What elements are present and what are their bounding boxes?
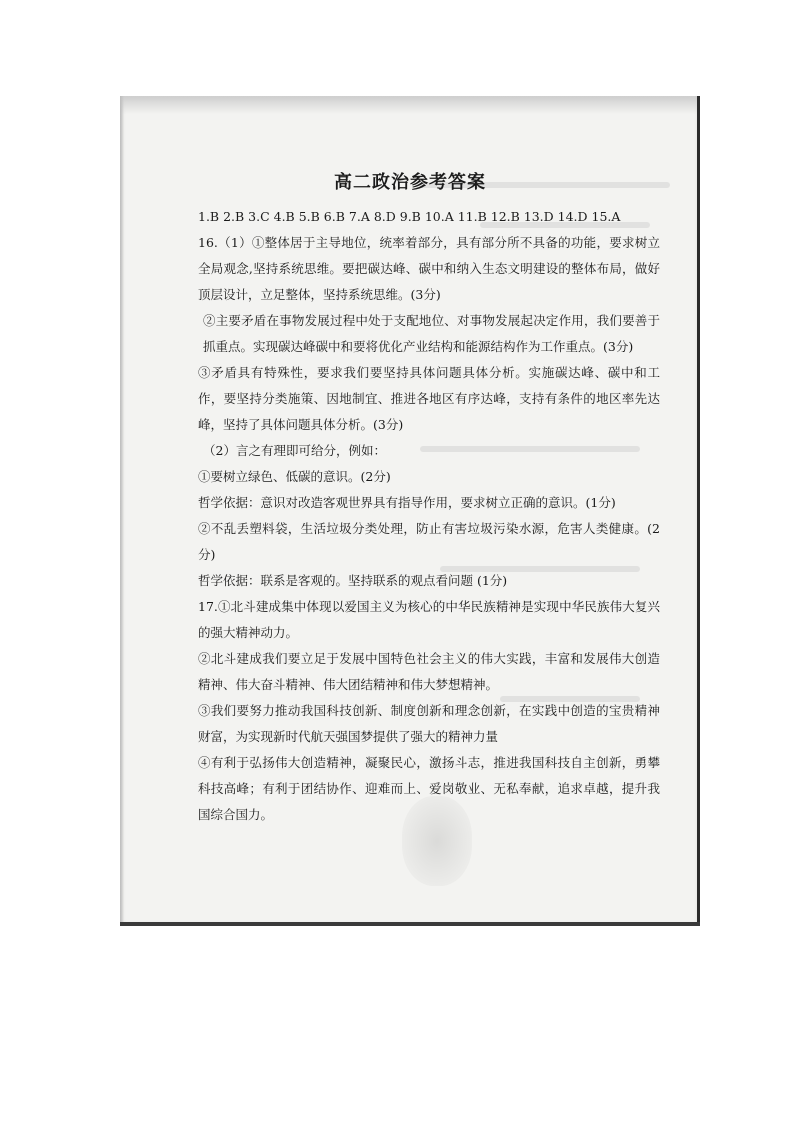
scan-bottom-edge: [120, 922, 700, 926]
scan-left-shadow: [120, 96, 124, 926]
q16-part1-point3: ③矛盾具有特殊性，要求我们要坚持具体问题具体分析。实施碳达峰、碳中和工作，要坚持分类施策、因地制宜、推进各地区有序达峰，支持有条件的地区率先达峰，坚持了具体问题具体分析。(3分): [198, 365, 660, 432]
q16-part2-point2: ②不乱丢塑料袋，生活垃圾分类处理，防止有害垃圾污染水源，危害人类健康。(2分): [198, 521, 660, 562]
q16-part1-point2: ②主要矛盾在事物发展过程中处于支配地位、对事物发展起决定作用，我们要善于抓重点。实现碳达峰碳中和要将优化产业结构和能源结构作为工作重点。(3分): [203, 313, 660, 354]
q17-point1: 17.①北斗建成集中体现以爱国主义为核心的中华民族精神是实现中华民族伟大复兴的强大精神动力。: [198, 599, 660, 640]
scanned-page: [120, 96, 700, 926]
q17-point2: ②北斗建成我们要立足于发展中国特色社会主义的伟大实践，丰富和发展伟大创造精神、伟大奋斗精神、伟大团结精神和伟大梦想精神。: [198, 651, 660, 692]
q16-part2-basis2: 哲学依据：联系是客观的。坚持联系的观点看问题 (1分): [198, 573, 508, 588]
q17-point3: ③我们要努力推动我国科技创新、制度创新和理念创新，在实践中创造的宝贵精神财富，为实现新时代航天强国梦提供了强大的精神力量: [198, 703, 660, 744]
page-title: 高二政治参考答案: [334, 172, 486, 193]
scan-right-edge: [697, 96, 700, 926]
q16-part2-intro: （2）言之有理即可给分，例如：: [203, 443, 386, 458]
q17-point4: ④有利于弘扬伟大创造精神，凝聚民心，激扬斗志，推进我国科技自主创新，勇攀科技高峰；有利于团结协作、迎难而上、爱岗敬业、无私奉献，追求卓越，提升我国综合国力。: [198, 755, 660, 822]
q16-part1-point1: 16.（1）①整体居于主导地位，统率着部分，具有部分所不具备的功能，要求树立全局观念,坚持系统思维。要把碳达峰、碳中和纳入生态文明建设的整体布局，做好顶层设计，立足整体，坚持系统思维。(3分): [198, 235, 660, 302]
choice-answers: 1.B 2.B 3.C 4.B 5.B 6.B 7.A 8.D 9.B 10.A 11.B 12.B 13.D 14.D 15.A: [198, 209, 621, 224]
scan-top-shadow: [120, 96, 700, 114]
q16-part2-basis1: 哲学依据：意识对改造客观世界具有指导作用，要求树立正确的意识。(1分): [198, 495, 616, 510]
q16-part2-point1: ①要树立绿色、低碳的意识。(2分): [198, 469, 391, 484]
answer-body: [198, 204, 660, 828]
